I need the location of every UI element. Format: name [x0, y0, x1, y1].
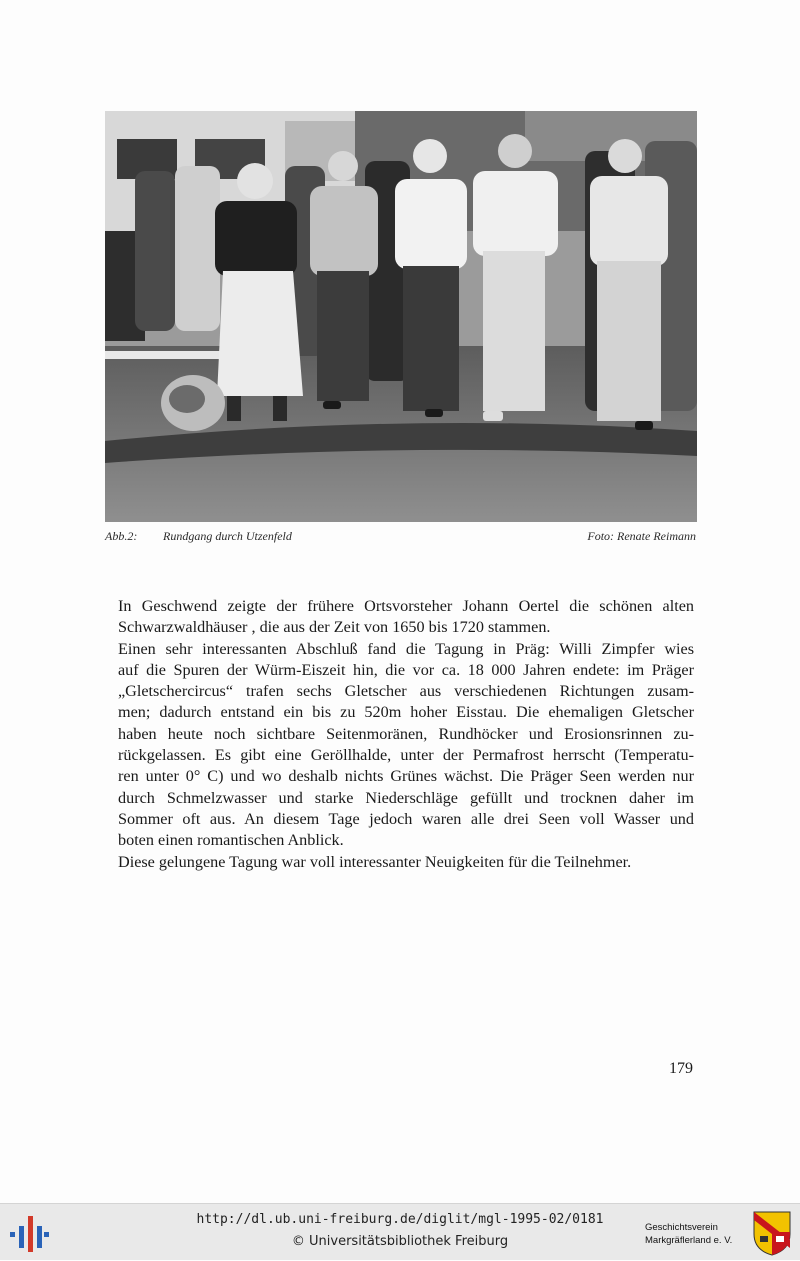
paragraph: [104, 596, 694, 639]
page-number: 179: [669, 1060, 693, 1077]
caption-text: Rundgang durch Utzenfeld: [163, 529, 292, 543]
text-line: haben heute noch sichtbare Seitenmoränen, Rundhöcker und Erosionsrinnen zu-: [118, 724, 694, 743]
text-line: Sommer oft aus. An diesem Tage jedoch waren alle drei Seen voll Wasser und: [118, 809, 694, 828]
society-name: [645, 1221, 732, 1247]
text-line: Einen sehr interessanten Abschluß fand die Tagung in Präg: Willi Zimpfer wies: [118, 639, 694, 658]
photo-credit: Foto: Renate Reimann: [587, 529, 696, 543]
viewer-footer: [0, 1203, 800, 1260]
text-line: men; dadurch entstand ein bis zu 520m hoher Eisstau. Die ehemaligen Gletscher: [118, 703, 694, 722]
body-text: [104, 596, 694, 873]
text-line: Schwarzwaldhäuser , die aus der Zeit von 1650 bis 1720 stammen.: [118, 618, 551, 637]
text-line: ren unter 0° C) und wo deshalb nichts Grünes wächst. Die Präger Seen werden nur: [118, 767, 694, 786]
text-line: Diese gelungene Tagung war voll interessanter Neuigkeiten für die Teilnehmer.: [118, 852, 632, 871]
photo-caption: [105, 529, 292, 544]
text-line: In Geschwend zeigte der frühere Ortsvorsteher Johann Oertel die schönen alten: [118, 597, 694, 615]
caption-label: Abb.2:: [105, 529, 138, 543]
text-line: durch Schmelzwasser und starke Niederschläge gefüllt und trocknen daher im: [118, 788, 694, 807]
paragraph: [104, 639, 694, 852]
paragraph: [104, 852, 694, 873]
society-line: Markgräflerland e. V.: [645, 1235, 733, 1246]
coat-of-arms-icon: [752, 1210, 792, 1256]
text-line: boten einen romantischen Anblick.: [118, 831, 344, 850]
text-line: rückgelassen. Es gibt eine Geröllhalde, unter der Permafrost herrscht (Temperatu-: [118, 746, 694, 765]
society-line: Geschichtsverein: [645, 1222, 718, 1233]
text-line: auf die Spuren der Würm-Eiszeit hin, die vor ca. 18 000 Jahren endete: im Präger: [118, 660, 694, 679]
text-line: „Gletschercircus“ trafen sechs Gletscher aus verschiedenen Richtungen zusam-: [118, 682, 694, 701]
permalink-url[interactable]: http://dl.ub.uni-freiburg.de/diglit/mgl-1995-02/0181: [196, 1212, 604, 1227]
copyright-notice: © Universitätsbibliothek Freiburg: [291, 1234, 509, 1249]
group-walk-photo: [105, 111, 697, 522]
